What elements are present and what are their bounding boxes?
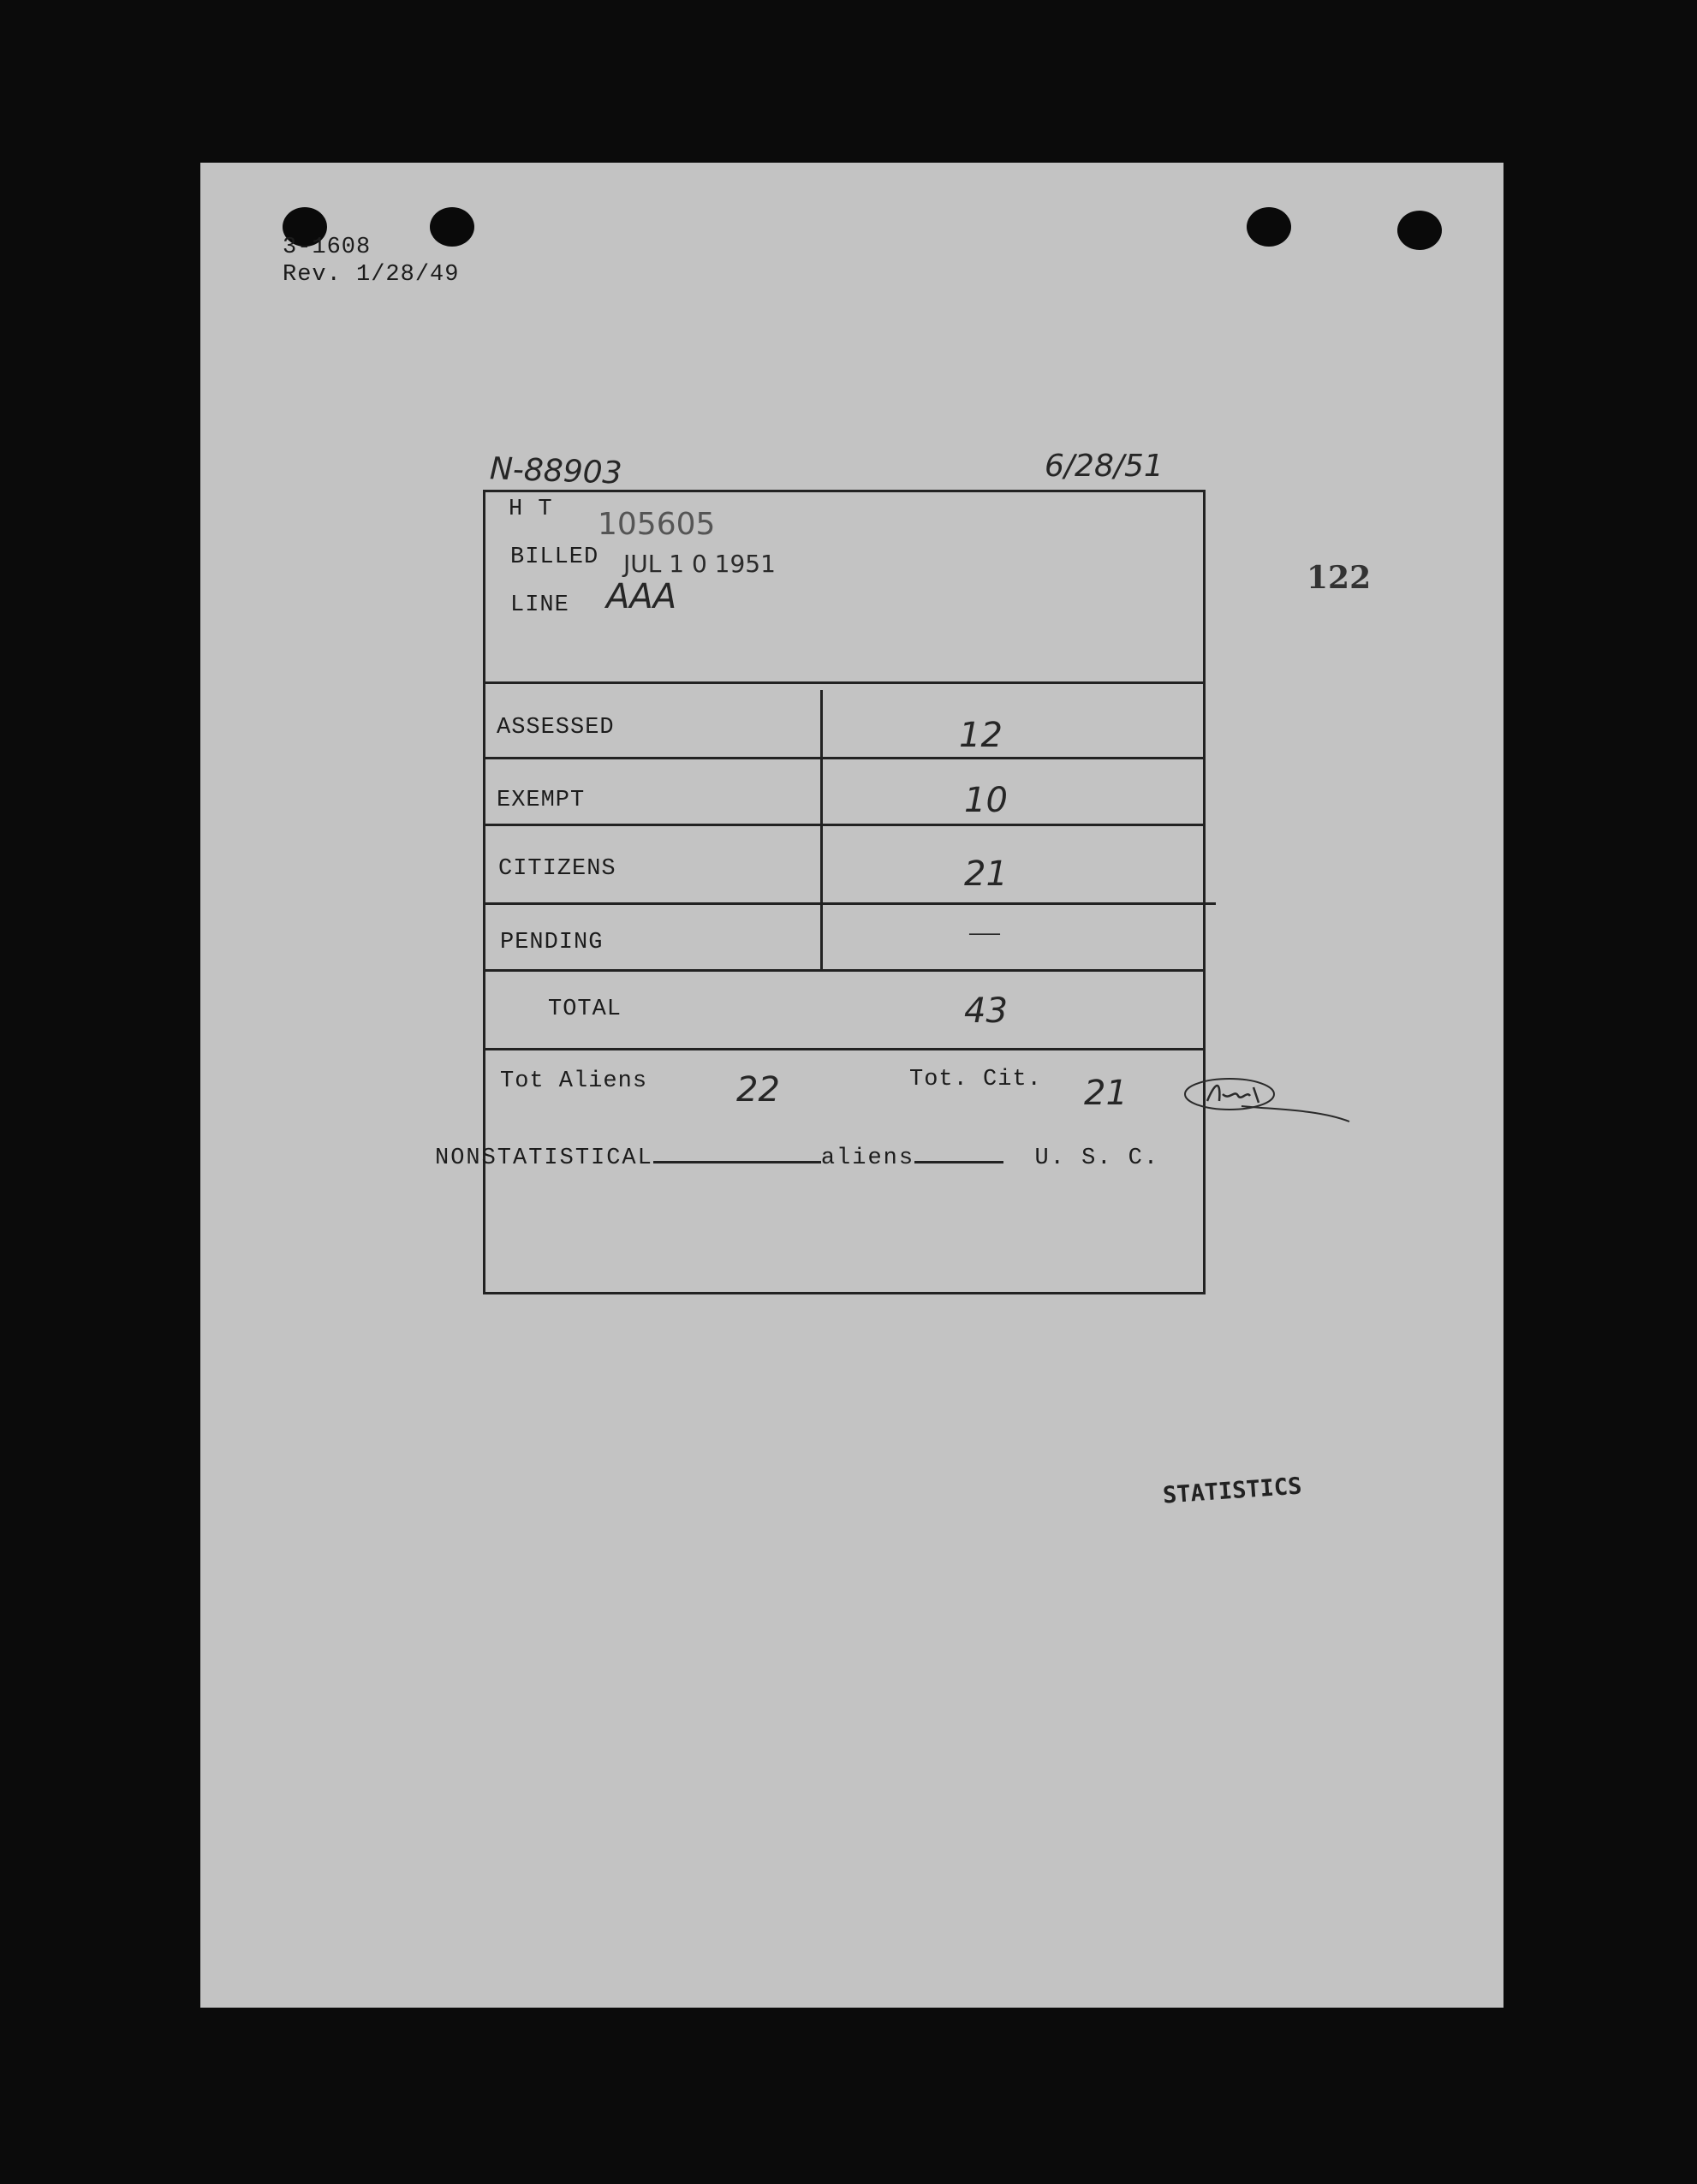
row-label-exempt: EXEMPT [497,788,586,813]
ht-label: H T [509,497,553,522]
tot-aliens-label: Tot Aliens [500,1068,648,1094]
row-value-citizens: 21 [964,854,1008,894]
row-label-assessed: ASSESSED [497,715,615,741]
column-divider [820,690,823,969]
handwritten-date: 6/28/51 [1045,449,1164,484]
initials-signature [1182,1072,1353,1134]
row-value-exempt: 10 [964,781,1008,820]
document-page [200,163,1503,2008]
billed-label: BILLED [510,545,599,570]
tally-form-box [483,490,1206,1294]
total-label: TOTAL [548,997,622,1022]
total-value: 43 [964,991,1008,1031]
nonstat-aliens-label: aliens [820,1146,915,1171]
row-value-assessed: 12 [959,716,1003,755]
file-number: N-88903 [489,451,623,491]
row-label-citizens: CITIZENS [498,856,616,882]
nonstat-usc-blank [914,1161,1003,1163]
line-value: AAA [606,577,677,616]
divider [483,902,1216,905]
ht-stamp: 105605 [598,507,716,542]
divider [483,757,1206,759]
punch-hole [430,207,474,247]
form-revision: Rev. 1/28/49 [283,262,460,288]
form-number: 3-1608 [283,235,372,260]
billed-date-stamp: JUL 1 0 1951 [623,550,776,578]
line-label: LINE [510,592,569,618]
divider [483,681,1206,684]
statistics-stamp: STATISTICS [1162,1473,1303,1509]
tot-aliens-value: 22 [736,1070,780,1110]
divider [483,969,1206,972]
page-number: 122 [1307,560,1372,596]
divider [483,824,1206,826]
nonstat-usc-label: U. S. C. [1034,1146,1160,1171]
divider [483,1048,1206,1050]
tot-cit-value: 21 [1084,1074,1128,1113]
row-value-pending: — [968,913,1002,952]
punch-hole [1247,207,1291,247]
nonstatistical-label: NONSTATISTICAL [435,1146,653,1171]
nonstatistical-line [435,1146,1159,1171]
row-label-pending: PENDING [500,930,604,955]
nonstat-aliens-blank [653,1161,821,1163]
punch-hole [1397,211,1442,250]
tot-cit-label: Tot. Cit. [909,1067,1042,1092]
